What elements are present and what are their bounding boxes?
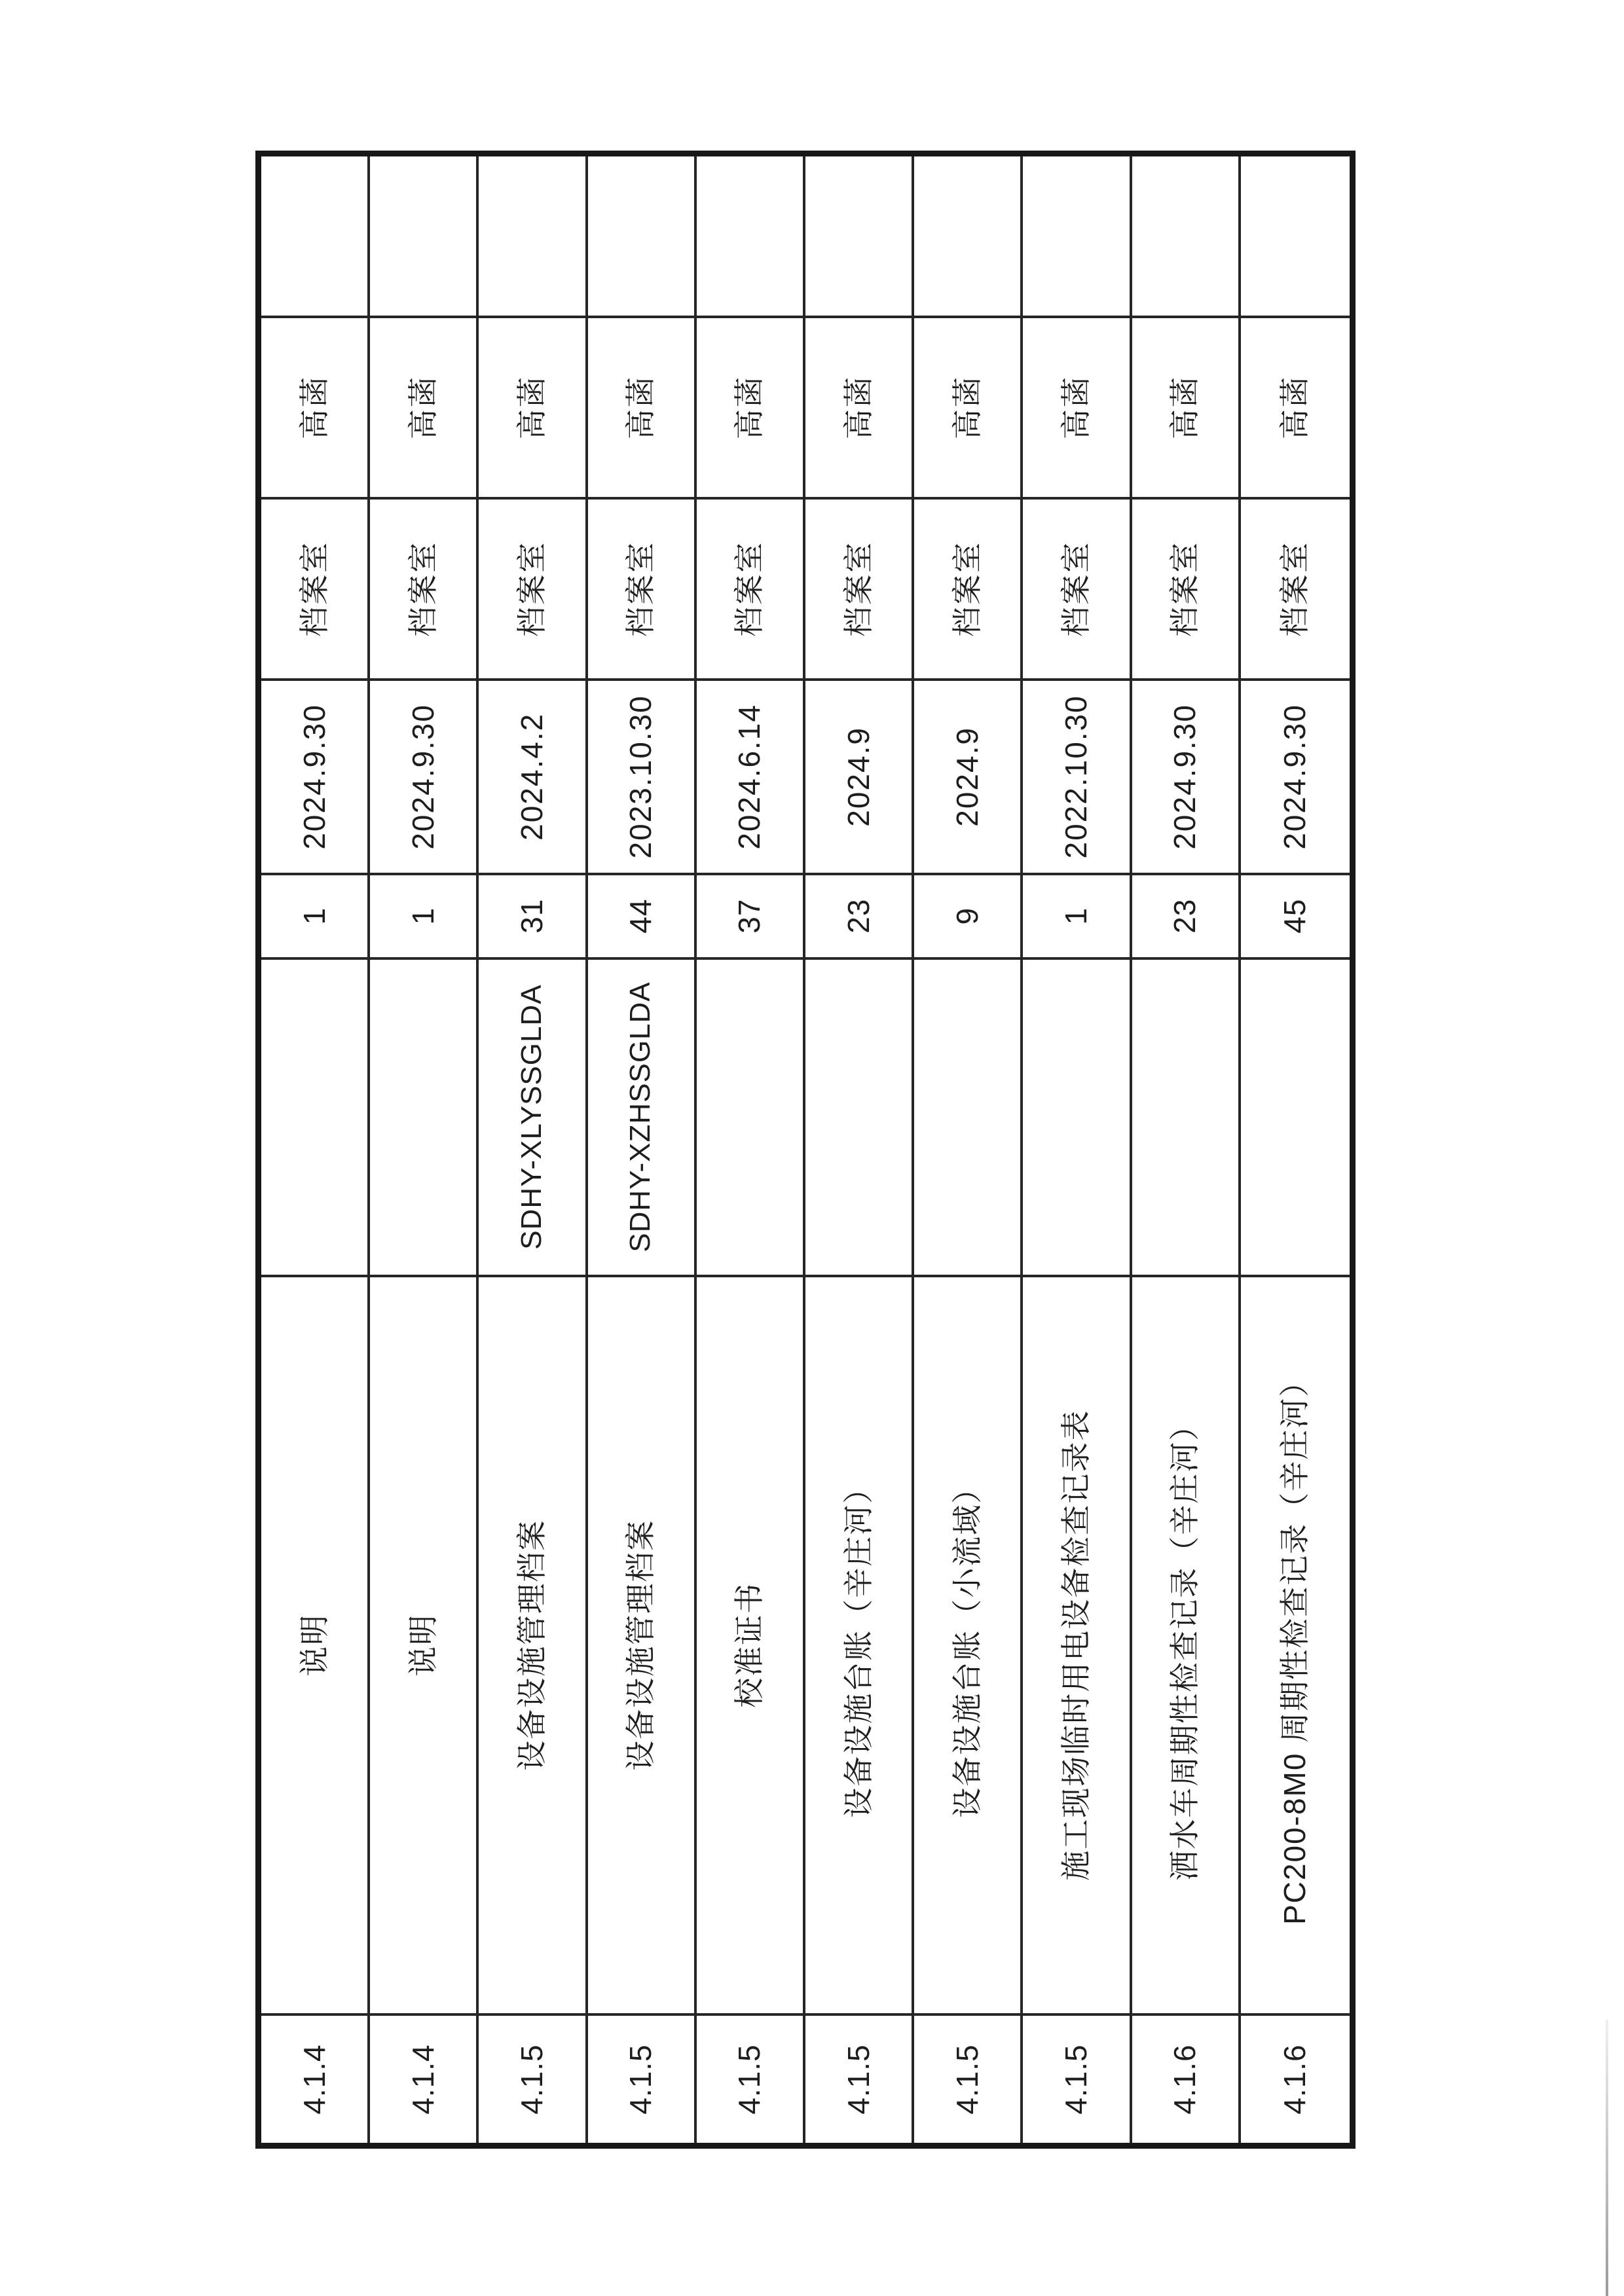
cell-archive-code xyxy=(1241,957,1350,1275)
cell-location: 档案室 xyxy=(697,497,805,678)
archive-records-table xyxy=(255,151,1356,2149)
cell-record-title: 设备设施台账（小流域） xyxy=(914,1275,1023,2013)
cell-location: 档案室 xyxy=(914,497,1023,678)
cell-record-title: 设备设施台账（辛庄河） xyxy=(805,1275,914,2013)
cell-archive-code xyxy=(261,957,370,1275)
cell-record-title: PC200-8M0 周期性检查记录（辛庄河） xyxy=(1241,1275,1350,2013)
cell-archive-code: SDHY-XZHSSGLDA xyxy=(588,957,697,1275)
cell-custodian: 高菡 xyxy=(697,316,805,497)
cell-location: 档案室 xyxy=(805,497,914,678)
cell-record-title: 说明 xyxy=(261,1275,370,2013)
cell-remark xyxy=(805,156,914,316)
cell-count: 37 xyxy=(697,873,805,957)
cell-custodian: 高菡 xyxy=(370,316,479,497)
cell-date: 2023.10.30 xyxy=(588,678,697,873)
cell-archive-code xyxy=(1132,957,1241,1275)
cell-count: 23 xyxy=(1132,873,1241,957)
cell-count: 1 xyxy=(370,873,479,957)
cell-location: 档案室 xyxy=(1023,497,1132,678)
cell-clause-no: 4.1.6 xyxy=(1241,2013,1350,2143)
cell-clause-no: 4.1.5 xyxy=(479,2013,587,2143)
cell-clause-no: 4.1.5 xyxy=(805,2013,914,2143)
cell-remark xyxy=(261,156,370,316)
cell-archive-code: SDHY-XLYSSGLDA xyxy=(479,957,587,1275)
cell-clause-no: 4.1.5 xyxy=(697,2013,805,2143)
cell-date: 2024.6.14 xyxy=(697,678,805,873)
cell-clause-no: 4.1.6 xyxy=(1132,2013,1241,2143)
cell-custodian: 高菡 xyxy=(1241,316,1350,497)
cell-clause-no: 4.1.5 xyxy=(588,2013,697,2143)
cell-remark xyxy=(479,156,587,316)
cell-date: 2024.9.30 xyxy=(370,678,479,873)
cell-remark xyxy=(588,156,697,316)
cell-date: 2024.9.30 xyxy=(1132,678,1241,873)
cell-remark xyxy=(914,156,1023,316)
cell-custodian: 高菡 xyxy=(1023,316,1132,497)
cell-count: 1 xyxy=(261,873,370,957)
cell-count: 44 xyxy=(588,873,697,957)
cell-count: 1 xyxy=(1023,873,1132,957)
cell-location: 档案室 xyxy=(1132,497,1241,678)
cell-custodian: 高菡 xyxy=(261,316,370,497)
cell-custodian: 高菡 xyxy=(914,316,1023,497)
cell-count: 23 xyxy=(805,873,914,957)
cell-record-title: 施工现场临时用电设备检查记录表 xyxy=(1023,1275,1132,2013)
cell-record-title: 设备设施管理档案 xyxy=(588,1275,697,2013)
cell-remark xyxy=(1241,156,1350,316)
cell-date: 2024.9.30 xyxy=(1241,678,1350,873)
cell-archive-code xyxy=(1023,957,1132,1275)
cell-remark xyxy=(1132,156,1241,316)
cell-location: 档案室 xyxy=(370,497,479,678)
cell-custodian: 高菡 xyxy=(588,316,697,497)
cell-remark xyxy=(1023,156,1132,316)
cell-location: 档案室 xyxy=(479,497,587,678)
cell-archive-code xyxy=(697,957,805,1275)
cell-date: 2024.4.2 xyxy=(479,678,587,873)
cell-location: 档案室 xyxy=(261,497,370,678)
cell-date: 2024.9 xyxy=(805,678,914,873)
cell-clause-no: 4.1.5 xyxy=(914,2013,1023,2143)
cell-location: 档案室 xyxy=(588,497,697,678)
cell-record-title: 设备设施管理档案 xyxy=(479,1275,587,2013)
scan-edge-artifact xyxy=(1606,2020,1608,2296)
cell-record-title: 洒水车周期性检查记录（辛庄河） xyxy=(1132,1275,1241,2013)
table-rotation-wrapper xyxy=(255,151,1356,2149)
cell-date: 2024.9.30 xyxy=(261,678,370,873)
cell-clause-no: 4.1.4 xyxy=(370,2013,479,2143)
cell-remark xyxy=(370,156,479,316)
cell-clause-no: 4.1.5 xyxy=(1023,2013,1132,2143)
cell-custodian: 高菡 xyxy=(479,316,587,497)
cell-clause-no: 4.1.4 xyxy=(261,2013,370,2143)
cell-count: 31 xyxy=(479,873,587,957)
cell-count: 45 xyxy=(1241,873,1350,957)
cell-custodian: 高菡 xyxy=(805,316,914,497)
cell-count: 9 xyxy=(914,873,1023,957)
cell-location: 档案室 xyxy=(1241,497,1350,678)
cell-date: 2024.9 xyxy=(914,678,1023,873)
cell-archive-code xyxy=(805,957,914,1275)
cell-record-title: 说明 xyxy=(370,1275,479,2013)
cell-record-title: 校准证书 xyxy=(697,1275,805,2013)
cell-remark xyxy=(697,156,805,316)
cell-custodian: 高菡 xyxy=(1132,316,1241,497)
cell-date: 2022.10.30 xyxy=(1023,678,1132,873)
cell-archive-code xyxy=(914,957,1023,1275)
cell-archive-code xyxy=(370,957,479,1275)
